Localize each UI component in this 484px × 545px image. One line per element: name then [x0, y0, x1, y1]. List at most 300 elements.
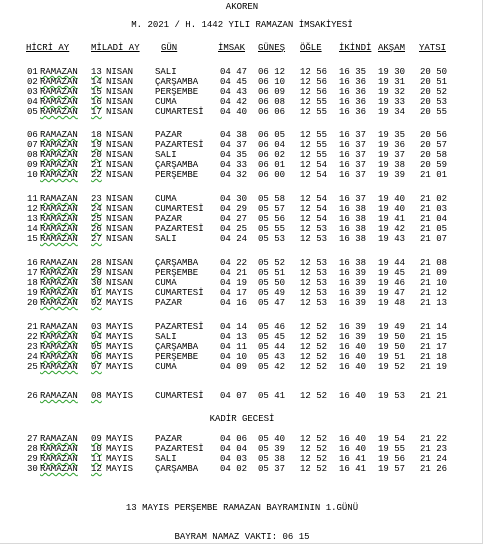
- cell-aksam: 19 45: [378, 268, 406, 278]
- cell-weekday: CUMA: [155, 278, 177, 288]
- cell-weekday: PERŞEMBE: [155, 87, 199, 97]
- cell-miladi-day: 03: [91, 322, 102, 332]
- cell-yatsi: 21 26: [420, 464, 448, 474]
- table-row: [0, 140, 484, 150]
- cell-day: 25: [27, 362, 38, 372]
- cell-ogle: 12 55: [300, 130, 328, 140]
- cell-miladi-month: NISAN: [106, 140, 134, 150]
- cell-ikindi: 16 39: [339, 298, 367, 308]
- cell-yatsi: 20 51: [420, 77, 448, 87]
- cell-hicri-month: RAMAZAN: [40, 444, 78, 454]
- header-ogle: ÖĞLE: [300, 43, 322, 53]
- cell-miladi-day: 08: [91, 391, 102, 401]
- cell-gunes: 05 45: [258, 332, 286, 342]
- cell-weekday: PAZARTESİ: [155, 140, 204, 150]
- cell-hicri-month: RAMAZAN: [40, 362, 78, 372]
- cell-hicri-month: RAMAZAN: [40, 352, 78, 362]
- cell-day: 11: [27, 194, 38, 204]
- cell-imsak: 04 35: [220, 150, 248, 160]
- cell-ikindi: 16 39: [339, 268, 367, 278]
- cell-gunes: 06 05: [258, 130, 286, 140]
- cell-hicri-month: RAMAZAN: [40, 464, 78, 474]
- header-ikindi: İKİNDİ: [339, 43, 372, 53]
- cell-ogle: 12 54: [300, 160, 328, 170]
- cell-aksam: 19 52: [378, 362, 406, 372]
- cell-weekday: SALI: [155, 67, 177, 77]
- cell-miladi-day: 06: [91, 352, 102, 362]
- cell-miladi-day: 28: [91, 258, 102, 268]
- cell-miladi-month: NISAN: [106, 67, 134, 77]
- cell-gunes: 05 53: [258, 234, 286, 244]
- cell-miladi-day: 16: [91, 97, 102, 107]
- cell-imsak: 04 06: [220, 434, 248, 444]
- cell-yatsi: 21 01: [420, 170, 448, 180]
- cell-ogle: 12 53: [300, 234, 328, 244]
- cell-miladi-month: NISAN: [106, 160, 134, 170]
- cell-miladi-month: NISAN: [106, 97, 134, 107]
- cell-day: 08: [27, 150, 38, 160]
- header-miladi: MİLADİ AY: [91, 43, 140, 53]
- table-row: [0, 150, 484, 160]
- cell-miladi-month: MAYIS: [106, 288, 134, 298]
- cell-imsak: 04 09: [220, 362, 248, 372]
- bayram-namaz-time: BAYRAM NAMAZ VAKTI: 06 15: [174, 532, 310, 542]
- cell-miladi-day: 15: [91, 87, 102, 97]
- cell-miladi-month: MAYIS: [106, 454, 134, 464]
- cell-gunes: 05 47: [258, 298, 286, 308]
- cell-gunes: 06 12: [258, 67, 286, 77]
- cell-gunes: 06 02: [258, 150, 286, 160]
- table-row: [0, 444, 484, 454]
- cell-miladi-day: 24: [91, 204, 102, 214]
- table-row: [0, 234, 484, 244]
- cell-weekday: ÇARŞAMBA: [155, 258, 199, 268]
- cell-aksam: 19 37: [378, 150, 406, 160]
- table-row: [0, 298, 484, 308]
- cell-weekday: SALI: [155, 150, 177, 160]
- cell-hicri-month: RAMAZAN: [40, 454, 78, 464]
- cell-gunes: 05 50: [258, 278, 286, 288]
- cell-gunes: 05 51: [258, 268, 286, 278]
- cell-miladi-day: 05: [91, 342, 102, 352]
- table-row: [0, 454, 484, 464]
- cell-miladi-month: NISAN: [106, 234, 134, 244]
- table-row: [0, 77, 484, 87]
- cell-miladi-day: 12: [91, 464, 102, 474]
- cell-weekday: PAZAR: [155, 434, 183, 444]
- cell-aksam: 19 35: [378, 130, 406, 140]
- cell-aksam: 19 57: [378, 464, 406, 474]
- cell-weekday: PERŞEMBE: [155, 268, 199, 278]
- cell-yatsi: 21 15: [420, 332, 448, 342]
- cell-miladi-month: MAYIS: [106, 362, 134, 372]
- cell-ogle: 12 56: [300, 67, 328, 77]
- cell-imsak: 04 33: [220, 160, 248, 170]
- cell-imsak: 04 45: [220, 77, 248, 87]
- cell-day: 02: [27, 77, 38, 87]
- cell-imsak: 04 07: [220, 391, 248, 401]
- cell-yatsi: 21 04: [420, 214, 448, 224]
- table-row: [0, 391, 484, 401]
- cell-aksam: 19 55: [378, 444, 406, 454]
- cell-ikindi: 16 38: [339, 234, 367, 244]
- cell-hicri-month: RAMAZAN: [40, 130, 78, 140]
- cell-imsak: 04 22: [220, 258, 248, 268]
- cell-aksam: 19 34: [378, 107, 406, 117]
- cell-day: 23: [27, 342, 38, 352]
- table-row: [0, 204, 484, 214]
- table-row: [0, 160, 484, 170]
- cell-hicri-month: RAMAZAN: [40, 204, 78, 214]
- cell-weekday: PAZARTESİ: [155, 444, 204, 454]
- cell-miladi-month: MAYIS: [106, 434, 134, 444]
- cell-ogle: 12 52: [300, 332, 328, 342]
- cell-imsak: 04 10: [220, 352, 248, 362]
- cell-yatsi: 20 59: [420, 160, 448, 170]
- cell-hicri-month: RAMAZAN: [40, 140, 78, 150]
- cell-imsak: 04 02: [220, 464, 248, 474]
- table-row: [0, 258, 484, 268]
- cell-miladi-month: MAYIS: [106, 322, 134, 332]
- cell-ogle: 12 53: [300, 224, 328, 234]
- cell-aksam: 19 54: [378, 434, 406, 444]
- cell-weekday: CUMA: [155, 362, 177, 372]
- cell-gunes: 05 44: [258, 342, 286, 352]
- cell-weekday: PAZAR: [155, 298, 183, 308]
- table-row: [0, 322, 484, 332]
- cell-yatsi: 21 09: [420, 268, 448, 278]
- cell-hicri-month: RAMAZAN: [40, 434, 78, 444]
- cell-miladi-day: 02: [91, 298, 102, 308]
- cell-aksam: 19 36: [378, 140, 406, 150]
- cell-miladi-day: 25: [91, 214, 102, 224]
- cell-day: 13: [27, 214, 38, 224]
- table-header: [0, 43, 484, 53]
- cell-miladi-month: NISAN: [106, 87, 134, 97]
- cell-ogle: 12 53: [300, 278, 328, 288]
- cell-miladi-day: 26: [91, 224, 102, 234]
- cell-day: 12: [27, 204, 38, 214]
- cell-aksam: 19 40: [378, 194, 406, 204]
- cell-imsak: 04 47: [220, 67, 248, 77]
- cell-miladi-day: 22: [91, 170, 102, 180]
- document-title: M. 2021 / H. 1442 YILI RAMAZAN İMSAKİYESİ: [131, 20, 353, 30]
- cell-weekday: ÇARŞAMBA: [155, 342, 199, 352]
- header-imsak: İMSAK: [218, 43, 246, 53]
- cell-day: 19: [27, 288, 38, 298]
- cell-weekday: CUMARTESİ: [155, 391, 204, 401]
- cell-day: 09: [27, 160, 38, 170]
- cell-ogle: 12 52: [300, 342, 328, 352]
- cell-gunes: 05 43: [258, 352, 286, 362]
- cell-ogle: 12 53: [300, 268, 328, 278]
- cell-weekday: ÇARŞAMBA: [155, 464, 199, 474]
- cell-aksam: 19 46: [378, 278, 406, 288]
- cell-aksam: 19 49: [378, 322, 406, 332]
- cell-weekday: PAZARTESİ: [155, 322, 204, 332]
- cell-ogle: 12 53: [300, 288, 328, 298]
- cell-ogle: 12 55: [300, 107, 328, 117]
- cell-aksam: 19 30: [378, 67, 406, 77]
- cell-day: 22: [27, 332, 38, 342]
- cell-miladi-month: NISAN: [106, 150, 134, 160]
- cell-miladi-month: MAYIS: [106, 298, 134, 308]
- cell-day: 04: [27, 97, 38, 107]
- table-row: [0, 464, 484, 474]
- cell-day: 03: [27, 87, 38, 97]
- header-hicri: HİCRİ AY: [26, 43, 70, 53]
- cell-hicri-month: RAMAZAN: [40, 67, 78, 77]
- cell-yatsi: 21 17: [420, 342, 448, 352]
- bayram-note: 13 MAYIS PERŞEMBE RAMAZAN BAYRAMININ 1.GÜNÜ: [125, 503, 359, 513]
- cell-aksam: 19 33: [378, 97, 406, 107]
- table-row: [0, 332, 484, 342]
- cell-hicri-month: RAMAZAN: [40, 391, 78, 401]
- cell-yatsi: 21 10: [420, 278, 448, 288]
- cell-miladi-day: 27: [91, 234, 102, 244]
- cell-ikindi: 16 40: [339, 342, 367, 352]
- cell-weekday: CUMA: [155, 97, 177, 107]
- table-row: [0, 170, 484, 180]
- cell-day: 26: [27, 391, 38, 401]
- cell-day: 28: [27, 444, 38, 454]
- cell-yatsi: 20 58: [420, 150, 448, 160]
- cell-miladi-month: NISAN: [106, 278, 134, 288]
- cell-imsak: 04 42: [220, 97, 248, 107]
- cell-gunes: 05 52: [258, 258, 286, 268]
- kadir-gecesi-label: KADİR GECESİ: [209, 414, 275, 424]
- cell-imsak: 04 38: [220, 130, 248, 140]
- cell-hicri-month: RAMAZAN: [40, 214, 78, 224]
- company-name: AKOREN: [225, 2, 259, 12]
- cell-hicri-month: RAMAZAN: [40, 87, 78, 97]
- cell-day: 05: [27, 107, 38, 117]
- cell-miladi-day: 09: [91, 434, 102, 444]
- cell-miladi-month: NISAN: [106, 258, 134, 268]
- cell-day: 18: [27, 278, 38, 288]
- cell-weekday: PERŞEMBE: [155, 170, 199, 180]
- cell-ikindi: 16 39: [339, 332, 367, 342]
- cell-day: 29: [27, 454, 38, 464]
- cell-yatsi: 21 19: [420, 362, 448, 372]
- cell-day: 07: [27, 140, 38, 150]
- cell-day: 20: [27, 298, 38, 308]
- cell-hicri-month: RAMAZAN: [40, 288, 78, 298]
- cell-gunes: 05 55: [258, 224, 286, 234]
- cell-day: 06: [27, 130, 38, 140]
- cell-miladi-day: 21: [91, 160, 102, 170]
- cell-ogle: 12 56: [300, 87, 328, 97]
- table-row: [0, 342, 484, 352]
- header-gunes: GÜNEŞ: [258, 43, 286, 53]
- cell-ogle: 12 52: [300, 464, 328, 474]
- cell-imsak: 04 29: [220, 204, 248, 214]
- header-yatsi: YATSI: [419, 43, 447, 53]
- cell-gunes: 05 37: [258, 464, 286, 474]
- cell-ikindi: 16 39: [339, 322, 367, 332]
- cell-yatsi: 21 22: [420, 434, 448, 444]
- cell-weekday: ÇARŞAMBA: [155, 77, 199, 87]
- cell-weekday: SALI: [155, 332, 177, 342]
- table-row: [0, 268, 484, 278]
- cell-ogle: 12 53: [300, 258, 328, 268]
- cell-weekday: CUMARTESİ: [155, 204, 204, 214]
- cell-ikindi: 16 36: [339, 107, 367, 117]
- cell-miladi-day: 23: [91, 194, 102, 204]
- cell-ogle: 12 54: [300, 214, 328, 224]
- cell-yatsi: 20 56: [420, 130, 448, 140]
- cell-miladi-month: NISAN: [106, 204, 134, 214]
- cell-gunes: 05 46: [258, 322, 286, 332]
- cell-hicri-month: RAMAZAN: [40, 234, 78, 244]
- cell-hicri-month: RAMAZAN: [40, 298, 78, 308]
- cell-ogle: 12 52: [300, 362, 328, 372]
- cell-hicri-month: RAMAZAN: [40, 322, 78, 332]
- header-gun: GÜN: [161, 43, 178, 53]
- cell-ogle: 12 55: [300, 97, 328, 107]
- cell-miladi-month: NISAN: [106, 107, 134, 117]
- cell-aksam: 19 41: [378, 214, 406, 224]
- cell-ikindi: 16 36: [339, 77, 367, 87]
- cell-miladi-day: 14: [91, 77, 102, 87]
- cell-miladi-day: 19: [91, 140, 102, 150]
- cell-gunes: 05 58: [258, 194, 286, 204]
- cell-yatsi: 21 14: [420, 322, 448, 332]
- cell-hicri-month: RAMAZAN: [40, 150, 78, 160]
- cell-day: 24: [27, 352, 38, 362]
- cell-hicri-month: RAMAZAN: [40, 170, 78, 180]
- cell-gunes: 06 04: [258, 140, 286, 150]
- cell-ikindi: 16 37: [339, 170, 367, 180]
- cell-imsak: 04 43: [220, 87, 248, 97]
- cell-imsak: 04 24: [220, 234, 248, 244]
- cell-aksam: 19 38: [378, 160, 406, 170]
- cell-ikindi: 16 36: [339, 97, 367, 107]
- cell-yatsi: 20 52: [420, 87, 448, 97]
- cell-yatsi: 21 03: [420, 204, 448, 214]
- cell-miladi-month: NISAN: [106, 130, 134, 140]
- cell-aksam: 19 44: [378, 258, 406, 268]
- cell-ikindi: 16 37: [339, 160, 367, 170]
- cell-imsak: 04 32: [220, 170, 248, 180]
- cell-gunes: 05 38: [258, 454, 286, 464]
- cell-yatsi: 21 21: [420, 391, 448, 401]
- cell-ikindi: 16 41: [339, 464, 367, 474]
- cell-miladi-month: MAYIS: [106, 391, 134, 401]
- cell-miladi-day: 04: [91, 332, 102, 342]
- cell-gunes: 05 49: [258, 288, 286, 298]
- cell-miladi-day: 29: [91, 268, 102, 278]
- cell-weekday: CUMA: [155, 194, 177, 204]
- cell-imsak: 04 03: [220, 454, 248, 464]
- cell-miladi-month: MAYIS: [106, 464, 134, 474]
- cell-miladi-month: NISAN: [106, 194, 134, 204]
- cell-ikindi: 16 40: [339, 391, 367, 401]
- cell-aksam: 19 43: [378, 234, 406, 244]
- table-row: [0, 214, 484, 224]
- cell-yatsi: 21 24: [420, 454, 448, 464]
- cell-miladi-month: MAYIS: [106, 332, 134, 342]
- cell-day: 01: [27, 67, 38, 77]
- cell-day: 21: [27, 322, 38, 332]
- cell-day: 14: [27, 224, 38, 234]
- cell-ogle: 12 55: [300, 140, 328, 150]
- cell-ogle: 12 56: [300, 77, 328, 87]
- cell-hicri-month: RAMAZAN: [40, 332, 78, 342]
- cell-miladi-day: 17: [91, 107, 102, 117]
- cell-hicri-month: RAMAZAN: [40, 224, 78, 234]
- cell-yatsi: 21 12: [420, 288, 448, 298]
- cell-gunes: 05 42: [258, 362, 286, 372]
- cell-miladi-month: MAYIS: [106, 342, 134, 352]
- cell-day: 15: [27, 234, 38, 244]
- cell-imsak: 04 13: [220, 332, 248, 342]
- cell-miladi-month: NISAN: [106, 170, 134, 180]
- table-row: [0, 194, 484, 204]
- cell-gunes: 06 08: [258, 97, 286, 107]
- cell-ikindi: 16 39: [339, 278, 367, 288]
- table-row: [0, 97, 484, 107]
- cell-day: 30: [27, 464, 38, 474]
- cell-hicri-month: RAMAZAN: [40, 160, 78, 170]
- cell-miladi-month: NISAN: [106, 268, 134, 278]
- cell-miladi-day: 10: [91, 444, 102, 454]
- cell-yatsi: 20 50: [420, 67, 448, 77]
- cell-imsak: 04 21: [220, 268, 248, 278]
- cell-imsak: 04 25: [220, 224, 248, 234]
- cell-aksam: 19 32: [378, 87, 406, 97]
- cell-miladi-month: NISAN: [106, 224, 134, 234]
- cell-hicri-month: RAMAZAN: [40, 342, 78, 352]
- cell-gunes: 05 41: [258, 391, 286, 401]
- cell-aksam: 19 51: [378, 352, 406, 362]
- cell-gunes: 06 09: [258, 87, 286, 97]
- cell-hicri-month: RAMAZAN: [40, 278, 78, 288]
- cell-imsak: 04 19: [220, 278, 248, 288]
- cell-hicri-month: RAMAZAN: [40, 268, 78, 278]
- cell-aksam: 19 47: [378, 288, 406, 298]
- cell-ikindi: 16 41: [339, 454, 367, 464]
- table-row: [0, 87, 484, 97]
- cell-hicri-month: RAMAZAN: [40, 258, 78, 268]
- cell-aksam: 19 50: [378, 342, 406, 352]
- cell-imsak: 04 40: [220, 107, 248, 117]
- cell-gunes: 05 40: [258, 434, 286, 444]
- cell-day: 16: [27, 258, 38, 268]
- cell-imsak: 04 04: [220, 444, 248, 454]
- cell-weekday: ÇARŞAMBA: [155, 160, 199, 170]
- cell-weekday: PAZARTESİ: [155, 224, 204, 234]
- cell-ikindi: 16 38: [339, 204, 367, 214]
- cell-ogle: 12 52: [300, 454, 328, 464]
- cell-imsak: 04 17: [220, 288, 248, 298]
- table-row: [0, 224, 484, 234]
- cell-weekday: SALI: [155, 234, 177, 244]
- cell-ikindi: 16 37: [339, 130, 367, 140]
- cell-ikindi: 16 40: [339, 352, 367, 362]
- cell-ogle: 12 52: [300, 434, 328, 444]
- cell-ikindi: 16 40: [339, 362, 367, 372]
- cell-yatsi: 21 02: [420, 194, 448, 204]
- table-row: [0, 434, 484, 444]
- cell-weekday: PAZAR: [155, 214, 183, 224]
- cell-ikindi: 16 35: [339, 67, 367, 77]
- cell-ikindi: 16 38: [339, 214, 367, 224]
- table-row: [0, 107, 484, 117]
- cell-ogle: 12 54: [300, 204, 328, 214]
- cell-yatsi: 21 08: [420, 258, 448, 268]
- cell-miladi-day: 11: [91, 454, 102, 464]
